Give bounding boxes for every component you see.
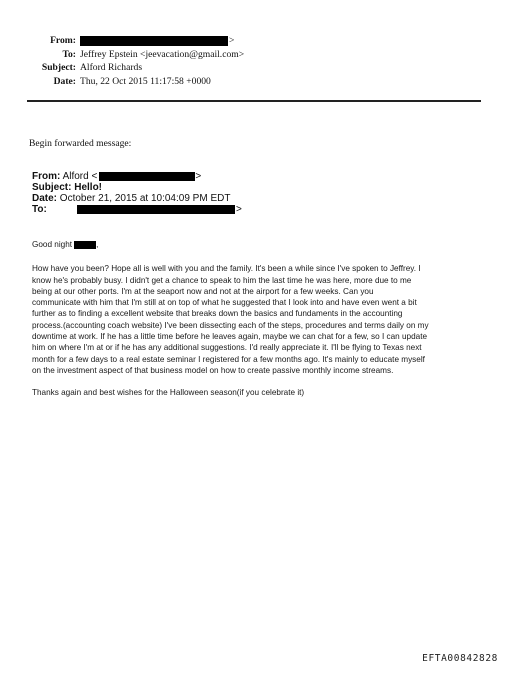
fwd-to-row (32, 204, 242, 215)
fwd-from-label: From: (32, 171, 61, 182)
forwarded-header (32, 171, 242, 215)
body-line: being at our other ports. I'm at the seaport now and not at the airport for a few weeks. Can you (32, 286, 374, 296)
body-line: downtime at work. If he has a little time before he leaves again, maybe we can chat for a few, so I can update (32, 332, 428, 342)
main-paragraph (32, 263, 490, 376)
header-divider (27, 100, 481, 102)
redaction-block (74, 240, 99, 249)
body-line: further as to finding a excellent website that breaks down the basics and fundaments in the accounting (32, 309, 403, 319)
header-from-value (80, 34, 234, 48)
header-to-row (0, 48, 512, 62)
header-from-label: From: (50, 35, 76, 46)
header-subject-row (0, 61, 512, 75)
forwarded-intro: Begin forwarded message: (29, 138, 132, 149)
fwd-date-row (32, 193, 230, 204)
header-from-suffix: > (229, 35, 235, 46)
fwd-subject-row (32, 182, 230, 193)
email-body (32, 239, 490, 399)
body-line: him on where I'm at or if he has any additional suggestions. I'd really appreciate it. I'll be flying to Texas next (32, 343, 422, 353)
header-date-row (0, 75, 512, 89)
header-to-value: Jeffrey Epstein <jeevacation@gmail.com> (80, 48, 245, 60)
header-subject-label: Subject: (41, 62, 76, 74)
header-date-value: Thu, 22 Oct 2015 11:17:58 +0000 (80, 75, 211, 87)
email-header (0, 34, 512, 88)
body-line: How have you been? Hope all is well with you and the family. It's been a while since I've spoken to Jeffrey. I (32, 264, 421, 274)
header-subject-value: Alford Richards (80, 62, 143, 74)
greeting-end: , (96, 240, 99, 249)
body-line: month for a few days to a real estate seminar I registered for a few months ago. It's mainly to educate myself (32, 354, 425, 364)
header-date-label: Date: (53, 75, 76, 87)
fwd-subject-label: Subject: (32, 182, 72, 193)
fwd-date-label: Date: (32, 193, 58, 204)
fwd-subject-value: Hello! (74, 182, 103, 193)
fwd-to-suffix: > (236, 204, 242, 215)
fwd-from-suffix: > (195, 171, 202, 182)
greeting (32, 239, 490, 250)
greeting-text: Good night (32, 240, 73, 249)
redaction-block (77, 205, 235, 214)
body-line: communicate with him that I'm still at on top of what he suggested that I look into and have even went a bit (32, 298, 417, 308)
fwd-from-row (32, 171, 230, 182)
document-id: EFTA00842828 (422, 653, 498, 664)
body-line: know he's probably busy. I didn't get a chance to speak to him the last time he was here, more due to me (32, 275, 412, 285)
body-line: process.(accounting coach website) I've been dissecting each of the steps, procedures and terms daily on my (32, 320, 429, 330)
redaction-block (99, 172, 195, 181)
body-line: on the investment aspect of that business model on how to create passive monthly income streams. (32, 365, 394, 375)
header-from-row (0, 34, 512, 48)
redaction-block (80, 36, 228, 46)
fwd-to-label: To: (32, 204, 47, 215)
closing-line: Thanks again and best wishes for the Halloween season(if you celebrate it) (32, 388, 305, 398)
fwd-date-value: October 21, 2015 at 10:04:09 PM EDT (59, 193, 231, 204)
header-to-label: To: (62, 48, 76, 60)
fwd-from-value: Alford < (62, 171, 98, 182)
